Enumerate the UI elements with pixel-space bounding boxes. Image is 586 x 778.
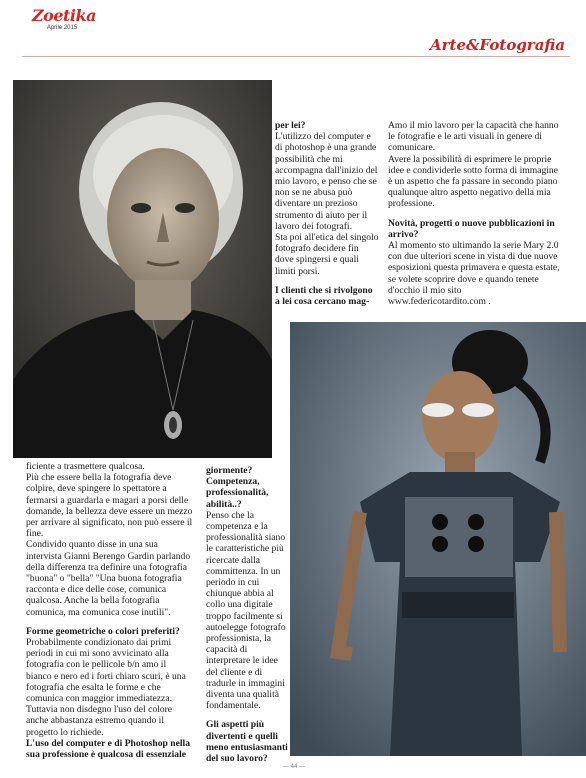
question-heading: Forme geometriche o colori preferiti?	[26, 625, 180, 637]
model-illustration	[290, 322, 586, 756]
column-bottom-left	[26, 461, 194, 760]
question-continuation: per lei?	[275, 120, 306, 131]
column-top-right	[388, 120, 560, 307]
answer-paragraph: Più che essere bella la fotografia deve colpire, deve spingere lo spettatore a fermarsi a guardarla e magari a porsi delle domande, la bellezza deve essere un mezzo per arrivare al significato, non può essere il fine.	[26, 472, 193, 540]
column-bottom-middle	[206, 465, 288, 764]
answer-paragraph: Sta poi all'etica del singolo fotografo decidere fin dove spingersi e quali limiti porsi.	[275, 232, 379, 277]
portrait-photo	[13, 80, 272, 458]
portrait-illustration	[13, 80, 272, 458]
header-divider	[22, 56, 570, 57]
question-continuation: giormente?	[206, 465, 253, 476]
answer-paragraph: ficiente a trasmettere qualcosa.	[26, 461, 145, 472]
question-heading: L'uso del computer e di Photoshop nella sua professione è qualcosa di essenziale	[26, 737, 191, 761]
logo-title: Zoetika	[32, 6, 96, 25]
question-heading: Novità, progetti o nuove pubblicazioni in arrivo?	[388, 217, 555, 240]
answer-paragraph: Al momento sto ultimando la serie Mary 2.0 con due ulteriori scene in vista di due nuove esposizioni questa primavera e questa estate, se volete scoprire dove e quando tenete d'occhio il mio sito www.federicotardito.com .	[388, 240, 560, 308]
answer-paragraph: Penso che la competenza e la professionalità siano le caratteristiche più ricercate dalla committenza. In un periodo in cui chiunque abbia al collo una digitale troppo facilmente si autoelegge fotografo professionista, la capacità di interpretare le idee del cliente e di tradurle in immagini diventa una qualità fondamentale.	[206, 509, 286, 712]
question-heading: Gli aspetti più divertenti e quelli meno entusiasmanti del suo lavoro?	[206, 719, 288, 765]
answer-paragraph: Avere la possibilità di esprimere le proprie idee e condividerle sotto forma di immagine è un aspetto che fa passare in secondo piano qualunque altro aspetto negativo della mia professione.	[388, 153, 558, 210]
column-top-middle	[275, 120, 379, 307]
answer-paragraph: Condivido quanto disse in una sua intervista Gianni Berengo Gardin parlando della differenza tra definire una fotografia "buona" o "bella" "Una buona fotografia racconta e dice delle cose, comunica qualcosa. Anche la bella fotografia comunica, ma comunica cose inutili".	[26, 539, 191, 618]
answer-paragraph: Tuttavia non disdegno l'uso del colore anche abbastanza estremo quando il progetto lo richiede.	[26, 704, 173, 738]
answer-paragraph: Amo il mio lavoro per la capacità che hanno le fotografie e le arti visuali in genere di comunicare.	[388, 120, 559, 154]
magazine-logo	[32, 6, 96, 31]
answer-paragraph: L'utilizzo del computer e di photoshop è una grande possibilità che mi accompagna dall'inizio del mio lavoro, e penso che se non se ne abusa può diventare un prezioso strumento di aiuto per il lavoro dei fotografi.	[275, 131, 378, 232]
answer-paragraph: Probabilmente condizionato dai primi periodi in cui mi sono avvicinato alla fotografia con le pellicole b/n amo il bianco e nero ed i forti chiaro scuri, è una fotografia che esalta le forme e che comunica con maggior immediatezza.	[26, 637, 186, 705]
page-number: — 44 —	[283, 764, 306, 770]
section-title: Arte&Fotografia	[430, 36, 566, 54]
question-heading: I clienti che si rivolgono a lei cosa cercano mag-	[275, 284, 373, 308]
model-photo	[290, 322, 586, 756]
logo-issue-date: Aprile 2015	[46, 25, 78, 31]
question-heading: Competenza, professionalità, abilità..?	[206, 476, 269, 510]
